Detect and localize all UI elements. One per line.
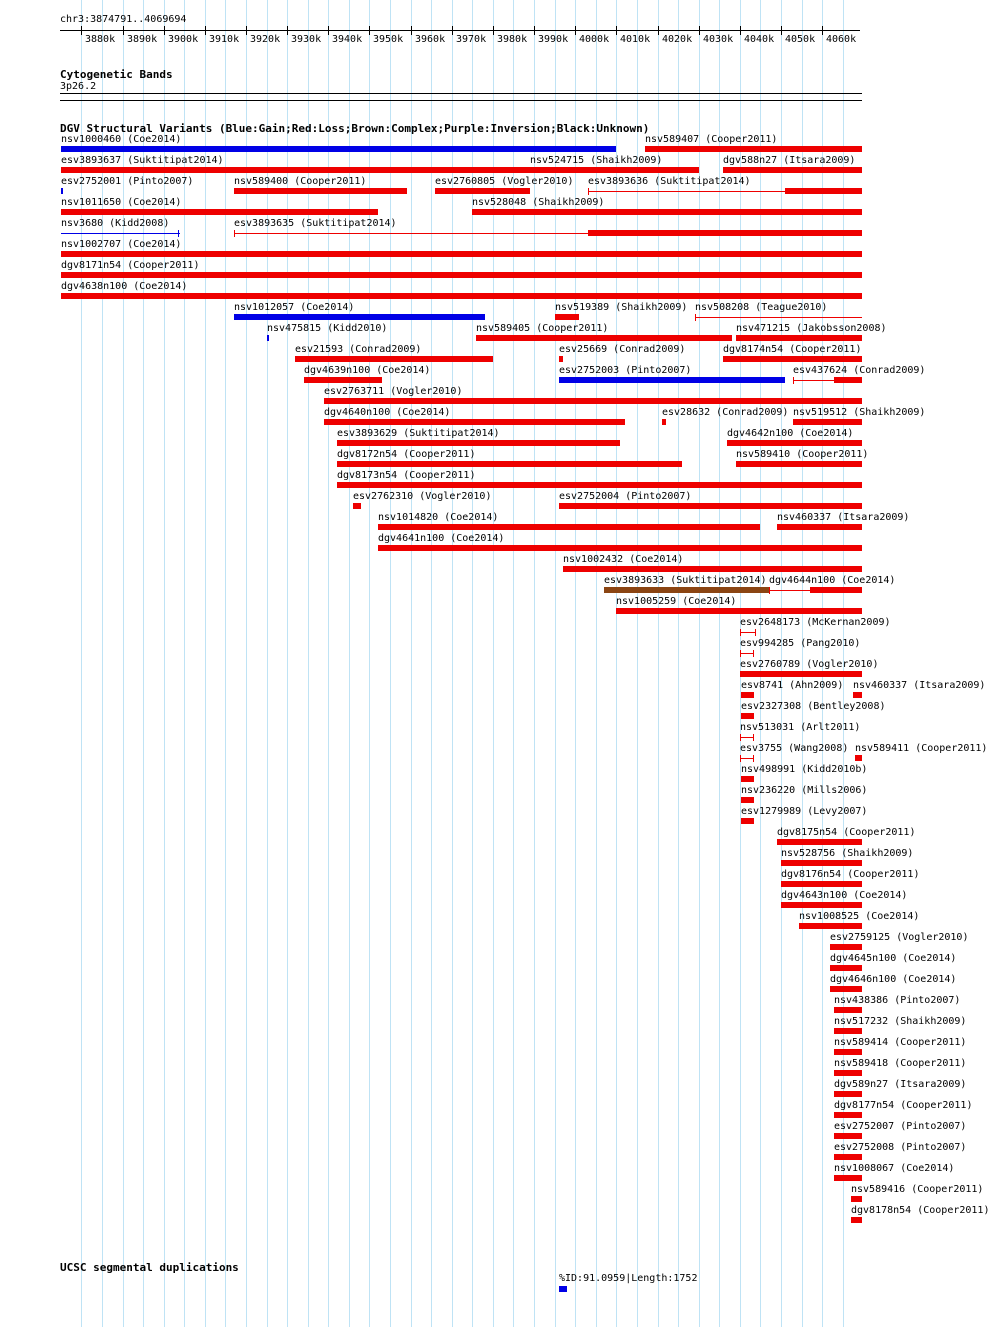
variant-label[interactable]: dgv4639n100 (Coe2014): [304, 365, 431, 376]
ruler-tick-label: 3950k: [373, 34, 404, 45]
variant-bar[interactable]: [741, 818, 754, 824]
variant-bar[interactable]: [234, 314, 485, 320]
ruler-tick: [452, 26, 453, 35]
variant-bar[interactable]: [555, 314, 579, 320]
variant-label[interactable]: nsv475815 (Kidd2010): [267, 323, 388, 334]
ruler-tick-label: 3900k: [168, 34, 199, 45]
variant-label[interactable]: nsv528756 (Shaikh2009): [781, 848, 914, 859]
variant-bar[interactable]: [61, 146, 616, 152]
variant-label[interactable]: dgv4645n100 (Coe2014): [830, 953, 957, 964]
variant-label[interactable]: nsv1008525 (Coe2014): [799, 911, 920, 922]
variant-label[interactable]: esv3893635 (Suktitipat2014): [234, 218, 397, 229]
variant-label[interactable]: nsv236220 (Mills2006): [741, 785, 868, 796]
variant-label[interactable]: dgv8173n54 (Cooper2011): [337, 470, 476, 481]
ruler-tick-label: 3930k: [291, 34, 322, 45]
variant-label[interactable]: dgv4640n100 (Coe2014): [324, 407, 451, 418]
variant-bar[interactable]: [834, 1049, 862, 1055]
variant-bar[interactable]: [741, 713, 754, 719]
variant-block[interactable]: [793, 377, 794, 384]
variant-label[interactable]: dgv4638n100 (Coe2014): [61, 281, 188, 292]
variant-line[interactable]: [740, 632, 756, 633]
variant-bar[interactable]: [234, 188, 407, 194]
variant-label[interactable]: esv437624 (Conrad2009): [793, 365, 926, 376]
ruler-tick-label: 3980k: [497, 34, 528, 45]
variant-block[interactable]: [810, 587, 862, 593]
grid-line: [637, 0, 638, 1327]
grid-line: [349, 0, 350, 1327]
variant-label[interactable]: esv28632 (Conrad2009): [662, 407, 789, 418]
ruler-tick: [205, 26, 206, 35]
ruler-tick-label: 4040k: [744, 34, 775, 45]
variant-bar[interactable]: [834, 1091, 862, 1097]
variant-block[interactable]: [834, 377, 862, 383]
grid-line: [308, 0, 309, 1327]
variant-bar[interactable]: [563, 566, 862, 572]
variant-label[interactable]: nsv589400 (Cooper2011): [234, 176, 367, 187]
variant-bar[interactable]: [604, 587, 769, 593]
ruler-tick-label: 3920k: [250, 34, 281, 45]
variant-line[interactable]: [695, 317, 862, 318]
variant-label[interactable]: nsv513031 (Arlt2011): [740, 722, 861, 733]
variant-bar[interactable]: [741, 776, 754, 782]
ruler-tick: [575, 26, 576, 35]
variant-bar[interactable]: [267, 335, 269, 341]
ruler-tick: [534, 26, 535, 35]
segdup-bar[interactable]: [559, 1286, 567, 1292]
variant-label[interactable]: esv2760789 (Vogler2010): [740, 659, 879, 670]
variant-label[interactable]: nsv589414 (Cooper2011): [834, 1037, 967, 1048]
variant-bar[interactable]: [851, 1217, 862, 1223]
variant-label[interactable]: nsv1005259 (Coe2014): [616, 596, 737, 607]
variant-bar[interactable]: [61, 251, 862, 257]
variant-label[interactable]: esv8741 (Ahn2009): [741, 680, 844, 691]
variant-label[interactable]: esv2759125 (Vogler2010): [830, 932, 969, 943]
variant-block[interactable]: [740, 629, 741, 636]
variant-bar[interactable]: [834, 1070, 862, 1076]
variant-line[interactable]: [740, 737, 754, 738]
variant-label[interactable]: esv994285 (Pang2010): [740, 638, 861, 649]
variant-label[interactable]: nsv519512 (Shaikh2009): [793, 407, 926, 418]
ruler-tick-label: 4020k: [662, 34, 693, 45]
variant-bar[interactable]: [353, 503, 361, 509]
cytoband-track-title[interactable]: Cytogenetic Bands: [60, 68, 173, 81]
variant-label[interactable]: esv2763711 (Vogler2010): [324, 386, 463, 397]
segdup-track-title[interactable]: UCSC segmental duplications: [60, 1261, 239, 1274]
dgv-track-title[interactable]: DGV Structural Variants (Blue:Gain;Red:Loss;Brown:Complex;Purple:Inversion;Black:Unknown): [60, 122, 650, 135]
grid-line: [225, 0, 226, 1327]
variant-bar[interactable]: [723, 167, 862, 173]
variant-label[interactable]: dgv4646n100 (Coe2014): [830, 974, 957, 985]
variant-bar[interactable]: [777, 839, 862, 845]
variant-label[interactable]: nsv1002707 (Coe2014): [61, 239, 182, 250]
variant-line[interactable]: [740, 758, 754, 759]
variant-bar[interactable]: [781, 860, 862, 866]
variant-label[interactable]: nsv589407 (Cooper2011): [645, 134, 778, 145]
grid-line: [719, 0, 720, 1327]
variant-bar[interactable]: [530, 167, 699, 173]
variant-label[interactable]: dgv8172n54 (Cooper2011): [337, 449, 476, 460]
variant-label[interactable]: dgv4643n100 (Coe2014): [781, 890, 908, 901]
grid-line: [287, 0, 288, 1327]
grid-line: [411, 0, 412, 1327]
variant-block[interactable]: [695, 314, 696, 321]
variant-bar[interactable]: [741, 797, 754, 803]
variant-label[interactable]: esv1279989 (Levy2007): [741, 806, 868, 817]
variant-label[interactable]: esv2752003 (Pinto2007): [559, 365, 692, 376]
variant-label[interactable]: esv2752001 (Pinto2007): [61, 176, 194, 187]
variant-block[interactable]: [769, 587, 770, 594]
variant-label[interactable]: nsv589416 (Cooper2011): [851, 1184, 984, 1195]
ruler-tick: [328, 26, 329, 35]
grid-line: [678, 0, 679, 1327]
variant-label[interactable]: dgv8178n54 (Cooper2011): [851, 1205, 989, 1216]
variant-label[interactable]: dgv4642n100 (Coe2014): [727, 428, 854, 439]
variant-bar[interactable]: [61, 293, 862, 299]
variant-bar[interactable]: [830, 965, 862, 971]
variant-bar[interactable]: [727, 440, 862, 446]
variant-bar[interactable]: [61, 188, 63, 194]
variant-bar[interactable]: [834, 1175, 862, 1181]
variant-bar[interactable]: [851, 1196, 862, 1202]
variant-label[interactable]: nsv460337 (Itsara2009): [853, 680, 986, 691]
cytoband-divider: [60, 93, 862, 94]
ruler-tick: [822, 26, 823, 35]
ruler-tick-label: 3880k: [85, 34, 116, 45]
variant-bar[interactable]: [616, 608, 862, 614]
variant-label[interactable]: nsv508208 (Teague2010): [695, 302, 828, 313]
variant-label[interactable]: dgv8174n54 (Cooper2011): [723, 344, 862, 355]
variant-bar[interactable]: [834, 1007, 862, 1013]
variant-block[interactable]: [178, 230, 179, 237]
variant-block[interactable]: [588, 230, 862, 236]
ruler-tick: [781, 26, 782, 35]
variant-block[interactable]: [753, 650, 754, 657]
variant-bar[interactable]: [777, 524, 862, 530]
ruler-tick-label: 4010k: [620, 34, 651, 45]
variant-bar[interactable]: [304, 377, 382, 383]
variant-block[interactable]: [234, 230, 235, 237]
variant-label[interactable]: dgv8176n54 (Cooper2011): [781, 869, 920, 880]
variant-label[interactable]: nsv589411 (Cooper2011): [855, 743, 988, 754]
ruler-tick: [123, 26, 124, 35]
ruler-tick-label: 4050k: [785, 34, 816, 45]
variant-bar[interactable]: [736, 461, 862, 467]
variant-label[interactable]: nsv3680 (Kidd2008): [61, 218, 170, 229]
variant-label[interactable]: esv21593 (Conrad2009): [295, 344, 422, 355]
variant-label[interactable]: dgv8175n54 (Cooper2011): [777, 827, 916, 838]
ruler-tick: [164, 26, 165, 35]
grid-line: [267, 0, 268, 1327]
variant-block[interactable]: [753, 734, 754, 741]
variant-bar[interactable]: [834, 1112, 862, 1118]
ruler-tick: [81, 26, 82, 35]
variant-label[interactable]: esv2327308 (Bentley2008): [741, 701, 886, 712]
ruler-tick: [369, 26, 370, 35]
coordinate-label: chr3:3874791..4069694: [60, 14, 187, 25]
variant-label[interactable]: nsv528048 (Shaikh2009): [472, 197, 605, 208]
grid-line: [184, 0, 185, 1327]
cytoband-divider: [60, 100, 862, 101]
variant-bar[interactable]: [781, 881, 862, 887]
variant-label[interactable]: dgv4641n100 (Coe2014): [378, 533, 505, 544]
ruler-tick: [740, 26, 741, 35]
ruler-tick-label: 3990k: [538, 34, 569, 45]
ruler-tick: [411, 26, 412, 35]
variant-label[interactable]: nsv524715 (Shaikh2009): [530, 155, 663, 166]
variant-bar[interactable]: [781, 902, 862, 908]
variant-label[interactable]: nsv1000460 (Coe2014): [61, 134, 182, 145]
variant-bar[interactable]: [834, 1028, 862, 1034]
variant-label[interactable]: nsv517232 (Shaikh2009): [834, 1016, 967, 1027]
variant-bar[interactable]: [295, 356, 493, 362]
variant-label[interactable]: esv2752004 (Pinto2007): [559, 491, 692, 502]
variant-label[interactable]: nsv460337 (Itsara2009): [777, 512, 910, 523]
variant-label[interactable]: nsv498991 (Kidd2010b): [741, 764, 868, 775]
ruler-tick-label: 4000k: [579, 34, 610, 45]
variant-bar[interactable]: [834, 1133, 862, 1139]
variant-label[interactable]: nsv589405 (Cooper2011): [476, 323, 609, 334]
ruler-tick-label: 4060k: [826, 34, 857, 45]
variant-bar[interactable]: [337, 482, 862, 488]
variant-label[interactable]: esv2648173 (McKernan2009): [740, 617, 891, 628]
ruler-tick: [699, 26, 700, 35]
variant-label[interactable]: esv3755 (Wang2008): [740, 743, 849, 754]
variant-block[interactable]: [785, 188, 862, 194]
variant-bar[interactable]: [736, 335, 862, 341]
variant-label[interactable]: dgv8177n54 (Cooper2011): [834, 1100, 973, 1111]
variant-bar[interactable]: [476, 335, 732, 341]
variant-label[interactable]: esv3893633 (Suktitipat2014): [604, 575, 767, 586]
grid-line: [658, 0, 659, 1327]
variant-label[interactable]: nsv589410 (Cooper2011): [736, 449, 869, 460]
variant-label[interactable]: esv3893629 (Suktitipat2014): [337, 428, 500, 439]
variant-bar[interactable]: [337, 440, 620, 446]
ruler-tick-label: 3940k: [332, 34, 363, 45]
variant-bar[interactable]: [834, 1154, 862, 1160]
ruler-tick-label: 3890k: [127, 34, 158, 45]
variant-label[interactable]: nsv1011650 (Coe2014): [61, 197, 182, 208]
grid-line: [246, 0, 247, 1327]
grid-line: [616, 0, 617, 1327]
cytoband-name[interactable]: 3p26.2: [60, 81, 97, 92]
variant-label[interactable]: nsv589418 (Cooper2011): [834, 1058, 967, 1069]
variant-block[interactable]: [755, 629, 756, 636]
variant-bar[interactable]: [793, 419, 862, 425]
variant-bar[interactable]: [559, 503, 862, 509]
variant-bar[interactable]: [662, 419, 666, 425]
variant-label[interactable]: dgv588n27 (Itsara2009): [723, 155, 856, 166]
variant-label[interactable]: nsv1014820 (Coe2014): [378, 512, 499, 523]
variant-block[interactable]: [753, 755, 754, 762]
ruler-tick-label: 3910k: [209, 34, 240, 45]
grid-line: [328, 0, 329, 1327]
variant-block[interactable]: [588, 188, 589, 195]
variant-bar[interactable]: [435, 188, 530, 194]
variant-label[interactable]: esv3893637 (Suktitipat2014): [61, 155, 224, 166]
variant-label[interactable]: nsv438386 (Pinto2007): [834, 995, 961, 1006]
ruler-tick-label: 4030k: [703, 34, 734, 45]
variant-block[interactable]: [740, 755, 741, 762]
variant-bar[interactable]: [855, 755, 862, 761]
segdup-label[interactable]: %ID:91.0959|Length:1752: [559, 1273, 698, 1284]
variant-line[interactable]: [61, 233, 180, 234]
variant-label[interactable]: nsv1008067 (Coe2014): [834, 1163, 955, 1174]
variant-label[interactable]: esv2752008 (Pinto2007): [834, 1142, 967, 1153]
variant-bar[interactable]: [853, 692, 862, 698]
variant-bar[interactable]: [559, 356, 563, 362]
grid-line: [431, 0, 432, 1327]
variant-label[interactable]: nsv1012057 (Coe2014): [234, 302, 355, 313]
variant-bar[interactable]: [61, 272, 862, 278]
variant-label[interactable]: nsv471215 (Jakobsson2008): [736, 323, 887, 334]
variant-bar[interactable]: [799, 923, 862, 929]
variant-label[interactable]: esv3893636 (Suktitipat2014): [588, 176, 751, 187]
grid-line: [699, 0, 700, 1327]
ruler-tick: [287, 26, 288, 35]
ruler-tick: [493, 26, 494, 35]
variant-bar[interactable]: [723, 356, 862, 362]
ruler-tick-label: 3960k: [415, 34, 446, 45]
variant-bar[interactable]: [324, 398, 862, 404]
grid-line: [369, 0, 370, 1327]
variant-bar[interactable]: [472, 209, 862, 215]
variant-label[interactable]: esv25669 (Conrad2009): [559, 344, 686, 355]
variant-bar[interactable]: [559, 377, 785, 383]
grid-line: [390, 0, 391, 1327]
variant-block[interactable]: [740, 734, 741, 741]
ruler-tick: [658, 26, 659, 35]
ruler-tick: [246, 26, 247, 35]
ruler-tick-label: 3970k: [456, 34, 487, 45]
variant-line[interactable]: [740, 653, 754, 654]
variant-label[interactable]: nsv1002432 (Coe2014): [563, 554, 684, 565]
variant-bar[interactable]: [645, 146, 862, 152]
variant-bar[interactable]: [741, 692, 754, 698]
variant-label[interactable]: esv2752007 (Pinto2007): [834, 1121, 967, 1132]
variant-bar[interactable]: [324, 419, 625, 425]
variant-label[interactable]: dgv8171n54 (Cooper2011): [61, 260, 200, 271]
ruler-tick: [616, 26, 617, 35]
variant-bar[interactable]: [740, 671, 862, 677]
variant-label[interactable]: esv2760805 (Vogler2010): [435, 176, 574, 187]
variant-bar[interactable]: [378, 524, 760, 530]
variant-label[interactable]: esv2762310 (Vogler2010): [353, 491, 492, 502]
grid-line: [205, 0, 206, 1327]
variant-bar[interactable]: [830, 986, 862, 992]
grid-line: [452, 0, 453, 1327]
variant-label[interactable]: dgv4644n100 (Coe2014): [769, 575, 896, 586]
variant-bar[interactable]: [830, 944, 862, 950]
variant-bar[interactable]: [61, 209, 378, 215]
variant-bar[interactable]: [337, 461, 682, 467]
variant-label[interactable]: dgv589n27 (Itsara2009): [834, 1079, 967, 1090]
variant-label[interactable]: nsv519389 (Shaikh2009): [555, 302, 688, 313]
variant-bar[interactable]: [378, 545, 862, 551]
variant-block[interactable]: [740, 650, 741, 657]
